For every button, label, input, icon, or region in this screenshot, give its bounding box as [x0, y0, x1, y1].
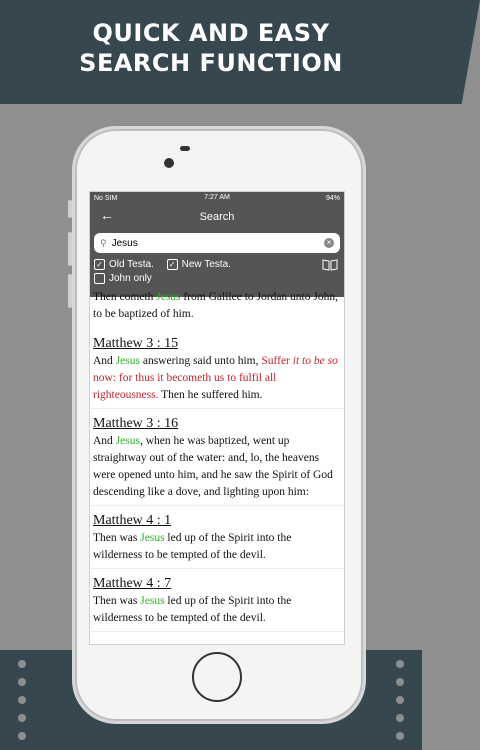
carrier-label: No SIM	[94, 194, 118, 202]
verse-reference: Matthew 4 : 7	[93, 576, 172, 591]
verse-text: And Jesus, when he was baptized, went up straightway out of the water: and, lo, the heavens were opened unto him, and he saw the Spirit of God descending like a dove, and lighting upon him:	[90, 433, 344, 506]
list-item[interactable]	[90, 289, 344, 329]
nav-bar	[90, 204, 344, 229]
dots-right	[396, 660, 406, 750]
verse-text: Then cometh	[93, 291, 157, 303]
search-highlight: Jesus	[156, 291, 181, 303]
status-bar	[90, 192, 344, 204]
results-list[interactable]	[90, 291, 344, 644]
verse-reference: Matthew 4 : 1	[93, 513, 172, 528]
checkbox-unchecked-icon	[94, 273, 105, 284]
clear-search-icon[interactable]: ×	[324, 238, 334, 248]
volume-down-button	[68, 274, 72, 308]
search-highlight: Jesus	[140, 595, 165, 607]
back-arrow-icon[interactable]: ←	[100, 207, 114, 223]
banner-line-2: SEARCH FUNCTION	[79, 49, 343, 77]
old-testament-checkbox[interactable]	[94, 259, 154, 270]
checkbox-checked-icon: ✓	[94, 259, 105, 270]
volume-up-button	[68, 232, 72, 266]
john-only-checkbox[interactable]	[94, 273, 152, 284]
old-testament-label: Old Testa.	[109, 259, 154, 270]
status-time: 7:27 AM	[204, 194, 230, 201]
new-testament-checkbox[interactable]	[167, 259, 231, 270]
front-camera	[164, 158, 174, 168]
mute-switch	[68, 200, 72, 218]
dots-left	[18, 660, 28, 750]
nav-title: Search	[199, 210, 235, 223]
verse-text: Then was Jesus led up of the Spirit into the wilderness to be tempted of the devil.	[90, 530, 344, 569]
verse-text: from Galilee to Jordan unto John, to be baptized of him.	[93, 291, 338, 320]
search-bar	[90, 229, 344, 257]
phone-screen	[89, 191, 345, 645]
new-testament-label: New Testa.	[181, 259, 231, 270]
banner-title	[0, 18, 422, 78]
list-item[interactable]	[90, 409, 344, 506]
home-button[interactable]	[192, 652, 242, 702]
checkbox-checked-icon: ✓	[167, 259, 178, 270]
john-only-label: John only	[109, 273, 152, 284]
list-item[interactable]	[90, 569, 344, 632]
verse-text: Then was Jesus led up of the Spirit into the wilderness to be tempted of the devil.	[90, 593, 344, 632]
search-highlight: Jesus	[115, 355, 140, 367]
search-highlight: Jesus	[115, 435, 140, 447]
battery-label: 94%	[325, 194, 340, 202]
speaker	[180, 146, 190, 151]
list-item[interactable]	[90, 329, 344, 409]
verse-reference: Matthew 3 : 16	[93, 416, 179, 431]
search-highlight: Jesus	[140, 532, 165, 544]
verse-reference: Matthew 3 : 15	[93, 336, 179, 351]
search-icon: ⚲	[100, 237, 107, 248]
book-icon[interactable]	[322, 259, 338, 274]
banner-line-1: QUICK AND EASY	[92, 19, 330, 47]
list-item[interactable]	[90, 506, 344, 569]
search-input[interactable]	[94, 233, 340, 253]
search-value[interactable]: Jesus	[111, 237, 138, 249]
verse-text: And Jesus answering said unto him, Suffer it to be so now: for thus it becometh us to fulfil all righteousness. Then he suffered him.	[90, 353, 344, 409]
